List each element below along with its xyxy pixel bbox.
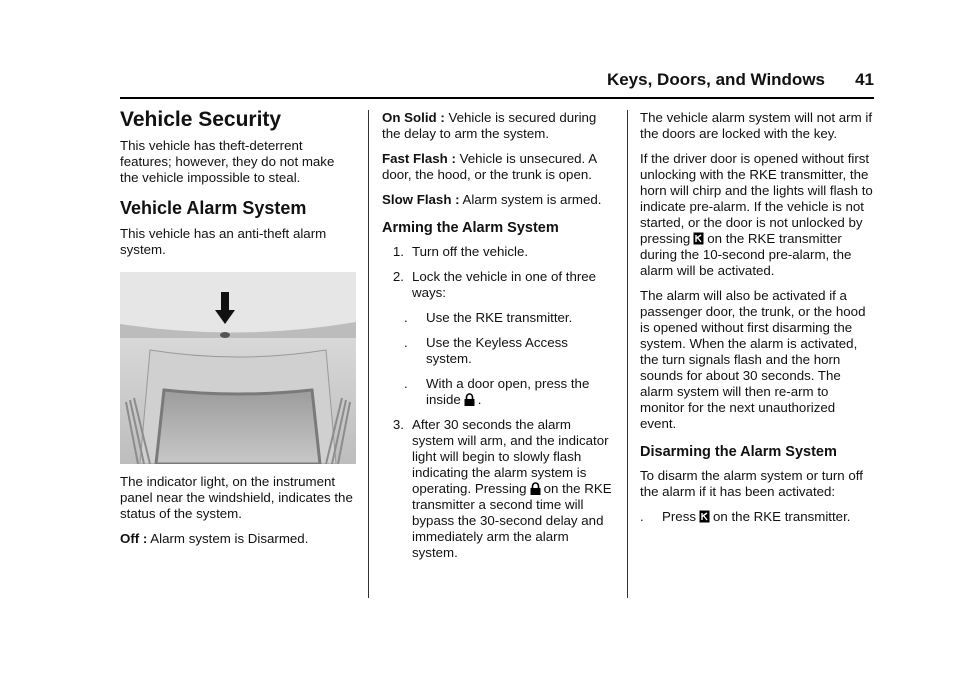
paragraph: If the driver door is opened without first unlocking with the RKE transmitter, the horn will chirp and the lights will flash to indicate pre-alarm. If the vehicle is not started, or the door is not unlocked by pressing on the RKE transmitter during the 10-second pre-alarm, the alarm will be activated. bbox=[640, 151, 873, 278]
column-3 bbox=[640, 110, 874, 534]
status-on-solid: On Solid : Vehicle is secured during the delay to arm the system. bbox=[382, 110, 597, 141]
paragraph: The indicator light, on the instrument panel near the windshield, indicates the status of the system. bbox=[120, 474, 353, 521]
column-1 bbox=[120, 110, 356, 556]
lock-icon bbox=[530, 482, 541, 495]
paragraph: This vehicle has an anti-theft alarm system. bbox=[120, 226, 327, 257]
unlock-icon bbox=[699, 510, 710, 523]
list-item: 3. After 30 seconds the alarm system will arm, and the indicator light will begin to slowly flash indicating the alarm system is operating. Pressing on the RKE transmitter a second time will bypass the 30-second delay and immediately arm the alarm system. bbox=[392, 417, 612, 560]
page-number: 41 bbox=[855, 70, 874, 89]
status-slow-flash: Slow Flash : Alarm system is armed. bbox=[382, 192, 602, 207]
unlock-icon bbox=[693, 232, 704, 245]
heading-disarming: Disarming the Alarm System bbox=[640, 444, 837, 460]
column-divider bbox=[368, 110, 369, 598]
indicator-light-photo bbox=[120, 272, 356, 464]
column-2 bbox=[382, 110, 614, 570]
paragraph: This vehicle has theft-deterrent features; however, they do not make the vehicle impossible to steal. bbox=[120, 138, 335, 185]
heading-alarm-system: Vehicle Alarm System bbox=[120, 198, 307, 218]
status-off: Off : Alarm system is Disarmed. bbox=[120, 531, 309, 546]
list-item: . With a door open, press the inside . bbox=[404, 376, 590, 407]
section-title: Keys, Doors, and Windows bbox=[606, 70, 825, 89]
paragraph: The alarm will also be activated if a passenger door, the trunk, or the hood is opened without first disarming the system. When the alarm is activated, the turn signals flash and the horn sounds for about 30 seconds. The alarm system will then re-arm to monitor for the next unauthorized event. bbox=[640, 288, 866, 431]
status-fast-flash: Fast Flash : Vehicle is unsecured. A door, the hood, or the trunk is open. bbox=[382, 151, 597, 182]
column-divider bbox=[627, 110, 628, 598]
list-item: 1. Turn off the vehicle. bbox=[392, 244, 529, 259]
header-rule bbox=[120, 97, 874, 99]
lock-icon bbox=[464, 393, 475, 406]
arming-steps bbox=[382, 244, 614, 561]
list-item: . Use the Keyless Access system. bbox=[404, 335, 568, 366]
paragraph: The vehicle alarm system will not arm if the doors are locked with the key. bbox=[640, 110, 873, 141]
list-item: 2. Lock the vehicle in one of three ways: bbox=[392, 269, 597, 300]
heading-vehicle-security: Vehicle Security bbox=[120, 108, 282, 131]
list-item: . Press on the RKE transmitter. bbox=[640, 509, 851, 524]
list-item: . Use the RKE transmitter. bbox=[404, 310, 573, 325]
paragraph: To disarm the alarm system or turn off the alarm if it has been activated: bbox=[640, 468, 863, 499]
heading-arming: Arming the Alarm System bbox=[382, 220, 559, 236]
